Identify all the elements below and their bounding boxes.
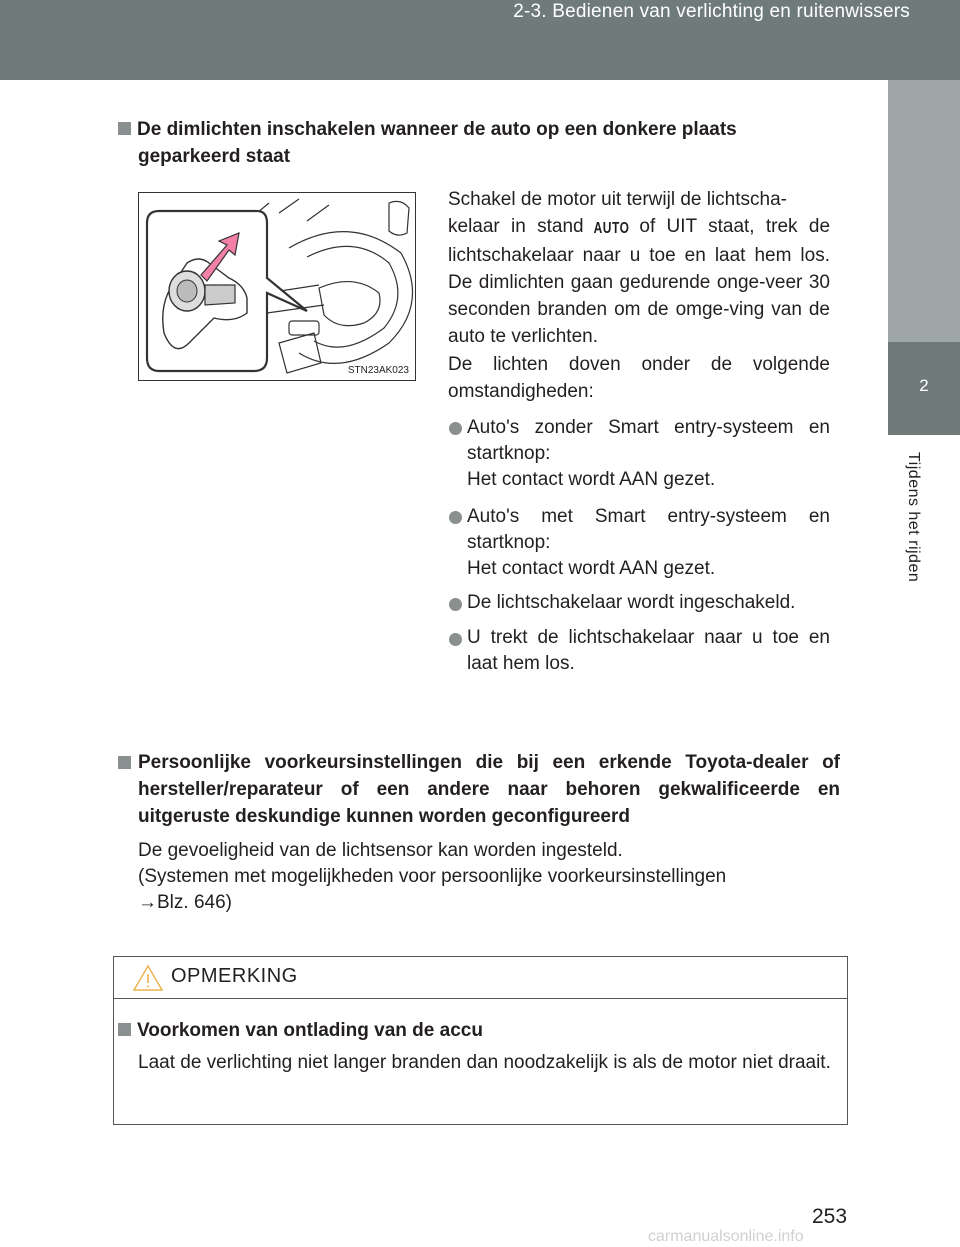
note-box [113,956,848,1125]
section1-heading: De dimlichten inschakelen wanneer de auto op een donkere plaats geparkeerd staat [118,116,838,170]
note-subheading: Voorkomen van ontlading van de accu [118,1017,838,1044]
bullet-dot-icon [449,598,462,611]
section1-paragraph2: De lichten doven onder de volgende omstandigheden: [448,354,830,402]
watermark: carmanualsonline.info [648,1228,804,1245]
square-bullet-icon [118,1023,131,1036]
side-tab-label: Tijdens het rijden [905,452,922,583]
note-title: OPMERKING [171,965,298,987]
auto-symbol: AUTO [593,218,630,237]
chapter-title: 2-3. Bedienen van verlichting en ruitenwissers [513,1,910,22]
side-tab-number-box [888,342,960,435]
note-body: Laat de verlichting niet langer branden dan noodzakelijk is als de motor niet draait. [138,1052,831,1073]
bullet-item: De lichtschakelaar wordt ingeschakeld. [467,592,796,613]
bullet-dot-icon [449,633,462,646]
bullet-dot-icon [449,422,462,435]
side-tab-bar [888,80,960,342]
warning-icon [132,963,164,993]
square-bullet-icon [118,122,131,135]
section2-heading: Persoonlijke voorkeursinstellingen die bij een erkende Toyota-dealer of hersteller/reparateur of een andere naar behoren gekwalificeerde en uitgeruste deskundige kunnen worden geconfigureerd [118,749,840,830]
note-header [114,957,847,999]
square-bullet-icon [118,756,131,769]
figure-code: STN23AK023 [347,365,409,376]
page-header [0,0,960,80]
light-switch-illustration [138,192,416,381]
steering-column-drawing [139,193,415,380]
bullet-dot-icon [449,511,462,524]
bullet-item: U trekt de lichtschakelaar naar u toe en laat hem los. [467,627,830,674]
page-number: 253 [812,1205,848,1228]
side-tab-number: 2 [919,376,929,395]
section2-body: De gevoeligheid van de lichtsensor kan worden ingesteld. (Systemen met mogelijkheden voor persoonlijke voorkeursinstellingen →Blz. 646) [138,840,727,913]
section1-paragraph1: Schakel de motor uit terwijl de lichtscha- kelaar in stand AUTO of UIT staat, trek de lichtschakelaar naar u toe en laat hem los. De dimlichten gaan gedurende onge-veer 30 seconden branden om de omge-ving van de auto te verlichten. [448,189,831,347]
bullet-item: Auto's zonder Smart entry-systeem en startknop: Het contact wordt AAN gezet. [467,417,830,490]
bullet-item: Auto's met Smart entry-systeem en startknop: Het contact wordt AAN gezet. [467,506,830,579]
